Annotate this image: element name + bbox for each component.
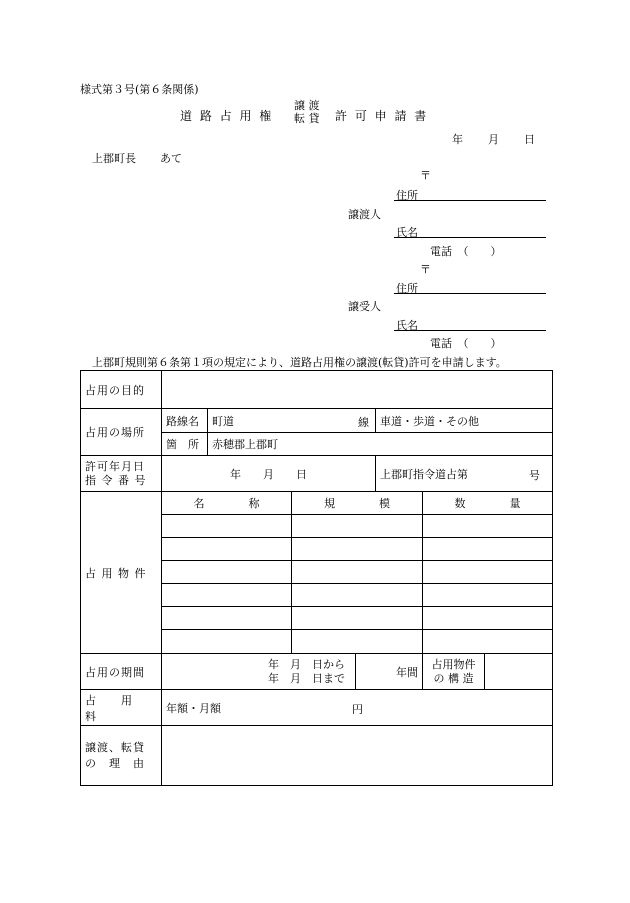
permit-number-prefix: 上郡町指令道占第 [380,467,468,481]
permit-number-field[interactable] [376,456,553,492]
object-name-cell[interactable] [162,630,292,654]
route-field[interactable] [208,409,376,433]
period-years: 年間 [356,654,423,690]
col-scale-header: 規 模 [292,492,423,515]
permit-label [81,456,162,492]
road-type[interactable]: 車道・歩道・その他 [376,409,553,433]
object-scale-cell[interactable] [292,538,423,561]
reason-field[interactable] [162,726,553,786]
title-right: 許 可 申 請 書 [335,109,429,123]
route-label: 路線名 [162,409,208,433]
transferee-address-line[interactable] [394,293,546,294]
object-quantity-cell[interactable] [423,584,553,607]
application-form-table [80,370,553,786]
route-suffix: 線 [358,416,369,429]
form-number: 様式第３号(第６条関係) [80,83,199,96]
title-left: 道 路 占 用 権 [180,109,274,123]
reason-label [81,726,162,786]
reason-label-line2: の 理 由 [85,756,145,770]
object-scale-cell[interactable] [292,584,423,607]
reason-label-line1: 譲渡、転貸 [85,740,145,754]
structure-field[interactable] [485,654,553,690]
object-quantity-cell[interactable] [423,561,553,584]
date-day: 日 [524,133,535,146]
place-label: 占用の場所 [81,409,162,456]
route-value: 町道 [212,414,234,428]
transferee-name-label: 氏名 [396,319,418,332]
permit-label-line2: 指 令 番 号 [85,473,147,487]
transferor-name-line[interactable] [394,237,546,238]
object-name-cell[interactable] [162,515,292,538]
transferor-phone: 電話 （ ） [430,245,502,258]
transferee-name-line[interactable] [394,330,546,331]
fee-field[interactable] [162,690,553,726]
title-stack-top: 譲 渡 [294,99,320,112]
object-scale-cell[interactable] [292,630,423,654]
title-stack [294,99,320,125]
title-stack-bottom: 転 貸 [294,112,320,125]
object-quantity-cell[interactable] [423,515,553,538]
object-name-cell[interactable] [162,607,292,630]
transferor-address-label: 住所 [396,189,418,202]
permit-label-line1: 許可年月日 [85,459,145,473]
transferee-role: 譲受人 [348,300,381,313]
location-label: 箇 所 [162,433,208,456]
addressee-suffix: あて [160,152,182,165]
transferee-phone: 電話 （ ） [430,337,502,350]
period-from: 年 月 日から [268,657,345,671]
object-scale-cell[interactable] [292,515,423,538]
object-scale-cell[interactable] [292,561,423,584]
object-name-cell[interactable] [162,584,292,607]
object-quantity-cell[interactable] [423,630,553,654]
object-scale-cell[interactable] [292,607,423,630]
period-dates[interactable] [162,654,356,690]
object-quantity-cell[interactable] [423,607,553,630]
transferor-name-label: 氏名 [396,226,418,239]
postal-mark: 〒 [420,169,431,182]
transferor-role: 譲渡人 [348,208,381,221]
permit-date[interactable]: 年 月 日 [162,456,376,492]
col-name-header: 名 称 [162,492,292,515]
structure-label-line2: の 構 造 [433,671,474,685]
structure-label-line1: 占用物件 [431,657,476,671]
intro-text: 上郡町規則第６条第１項の規定により、道路占用権の譲渡(転貸)許可を申請します。 [92,356,507,369]
fee-value: 年額・月額 [166,701,221,715]
fee-label: 占 用 料 [81,690,162,726]
object-name-cell[interactable] [162,538,292,561]
postal-mark: 〒 [420,263,431,276]
object-quantity-cell[interactable] [423,538,553,561]
addressee: 上郡町長 [92,152,136,165]
fee-unit: 円 [352,703,363,716]
object-label: 占 用 物 件 [81,492,162,654]
date-month: 月 [488,133,499,146]
purpose-label: 占用の目的 [81,371,162,409]
period-to: 年 月 日まで [268,671,345,685]
date-year: 年 [452,133,463,146]
purpose-field[interactable] [162,371,553,409]
transferor-address-line[interactable] [394,200,546,201]
transferee-address-label: 住所 [396,282,418,295]
permit-number-suffix: 号 [529,469,541,482]
location-value[interactable]: 赤穂郡上郡町 [208,433,553,456]
period-label: 占用の期間 [81,654,162,690]
object-name-cell[interactable] [162,561,292,584]
col-quantity-header: 数 量 [423,492,553,515]
structure-label [423,654,485,690]
